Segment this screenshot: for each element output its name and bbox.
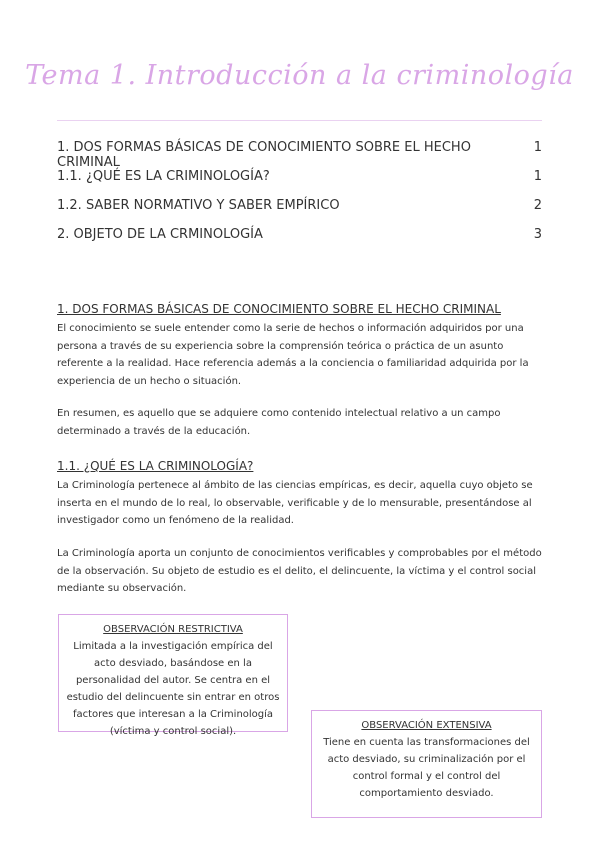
- observacion-extensiva-box: [311, 710, 542, 818]
- section-heading-1-1: 1.1. ¿QUÉ ES LA CRIMINOLOGÍA?: [57, 459, 254, 473]
- box-title: OBSERVACIÓN EXTENSIVA: [361, 720, 492, 731]
- table-of-contents: [57, 140, 542, 256]
- toc-entry-page: 1: [533, 140, 542, 155]
- toc-entry-page: 1: [533, 169, 542, 184]
- toc-entry-label: 1.2. SABER NORMATIVO Y SABER EMPÍRICO: [57, 198, 340, 213]
- section-1-paragraph-1: El conocimiento se suele entender como la serie de hechos o información adquiridos por una persona a través de su experiencia sobre la comprensión teórica o práctica de un asunto referente a la realidad. Hace referencia además a la conciencia o familiaridad adquirida por la experiencia de un hecho o situación.: [57, 323, 529, 387]
- section-1-1-paragraph-2: La Criminología aporta un conjunto de conocimientos verificables y comprobables por el método de la observación. Su objeto de estudio es el delito, el delincuente, la víctima y el control social mediante su observación.: [57, 548, 542, 594]
- document-title: Tema 1. Introducción a la criminología: [25, 60, 574, 91]
- toc-entry-page: 3: [533, 227, 542, 242]
- box-title: OBSERVACIÓN RESTRICTIVA: [103, 624, 243, 635]
- section-1-1-paragraph-1: La Criminología pertenece al ámbito de las ciencias empíricas, es decir, aquella cuyo objeto se inserta en el mundo de lo real, lo observable, verificable y de lo mensurable, presentándose al investigador como un fenómeno de la realidad.: [57, 480, 533, 526]
- toc-entry-label: 2. OBJETO DE LA CRMINOLOGÍA: [57, 227, 263, 242]
- toc-entry[interactable]: [57, 198, 542, 227]
- box-text: Tiene en cuenta las transformaciones del acto desviado, su criminalización por el control formal y el control del comportamiento desviado.: [323, 737, 530, 799]
- toc-entry-label: 1. DOS FORMAS BÁSICAS DE CONOCIMIENTO SOBRE EL HECHO CRIMINAL: [57, 140, 471, 170]
- toc-entry-page: 2: [533, 198, 542, 213]
- section-1-paragraph-2: En resumen, es aquello que se adquiere como contenido intelectual relativo a un campo determinado a través de la educación.: [57, 408, 501, 437]
- toc-entry-label: 1.1. ¿QUÉ ES LA CRIMINOLOGÍA?: [57, 169, 270, 184]
- box-text: Limitada a la investigación empírica del acto desviado, basándose en la personalidad del autor. Se centra en el estudio del delincuente sin entrar en otros factores que interesan a la Criminología (víctima y control social).: [66, 641, 280, 737]
- toc-entry[interactable]: [57, 140, 542, 169]
- section-heading-1: 1. DOS FORMAS BÁSICAS DE CONOCIMIENTO SOBRE EL HECHO CRIMINAL: [57, 302, 501, 316]
- title-divider: [57, 120, 542, 121]
- toc-entry[interactable]: [57, 169, 542, 198]
- observacion-restrictiva-box: [58, 614, 288, 737]
- toc-entry[interactable]: [57, 227, 542, 256]
